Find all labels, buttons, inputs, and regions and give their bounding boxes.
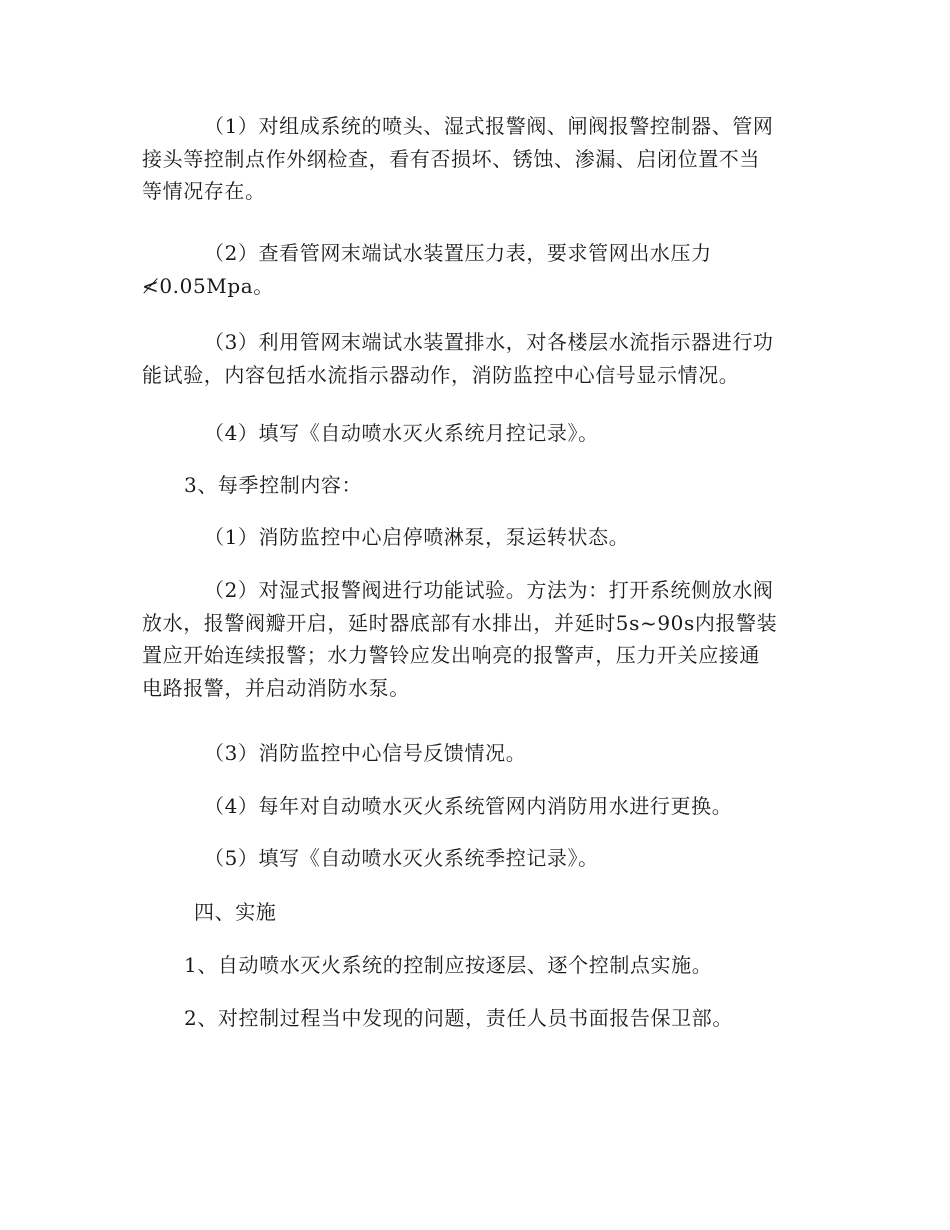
- text-line: ≮0.05Mpa。: [142, 273, 274, 298]
- text-line: 置应开始连续报警；水力警铃应发出响亮的报警声，压力开关应接通: [142, 643, 760, 667]
- text-line: （5）填写《自动喷水灭火系统季控记录》。: [204, 846, 599, 870]
- paragraph-quarterly-item-1: [142, 521, 802, 554]
- paragraph-monthly-item-4: [142, 417, 802, 450]
- text-line: 等情况存在。: [142, 179, 266, 203]
- text-line: （4）填写《自动喷水灭火系统月控记录》。: [204, 421, 599, 445]
- text-line: 能试验，内容包括水流指示器动作，消防监控中心信号显示情况。: [142, 362, 740, 387]
- text-line: （3）利用管网末端试水装置排水，对各楼层水流指示器进行功: [204, 330, 774, 354]
- text-line: （4）每年对自动喷水灭火系统管网内消防用水进行更换。: [204, 794, 733, 818]
- section-heading-implementation: [142, 896, 802, 929]
- text-line: （2）查看管网末端试水装置压力表，要求管网出水压力: [204, 241, 712, 265]
- text-line: 接头等控制点作外纲检查，看有否损坏、锈蚀、渗漏、启闭位置不当: [142, 146, 760, 171]
- paragraph-monthly-item-3: [142, 326, 802, 391]
- text-line: 四、实施: [194, 900, 277, 924]
- text-line: 电路报警，并启动消防水泵。: [142, 675, 410, 700]
- text-line: 2、对控制过程当中发现的问题，责任人员书面报告保卫部。: [184, 1006, 733, 1030]
- paragraph-quarterly-item-2: [142, 574, 802, 704]
- paragraph-quarterly-item-5: [142, 842, 802, 875]
- text-line: 1、自动喷水灭火系统的控制应按逐层、逐个控制点实施。: [184, 953, 713, 977]
- text-line: （3）消防监控中心信号反馈情况。: [204, 741, 527, 765]
- text-line: （1）对组成系统的喷头、湿式报警阀、闸阀报警控制器、管网: [204, 114, 774, 138]
- section-heading-quarterly: [142, 469, 802, 502]
- paragraph-quarterly-item-4: [142, 790, 802, 823]
- paragraph-monthly-item-2: [142, 237, 802, 302]
- paragraph-quarterly-item-3: [142, 737, 802, 770]
- paragraph-implementation-item-2: [142, 1002, 802, 1035]
- paragraph-monthly-item-1: [142, 110, 802, 208]
- paragraph-implementation-item-1: [142, 949, 802, 982]
- text-line: （2）对湿式报警阀进行功能试验。方法为：打开系统侧放水阀: [204, 578, 774, 602]
- text-line: （1）消防监控中心启停喷淋泵，泵运转状态。: [204, 525, 630, 549]
- text-line: 3、每季控制内容：: [184, 473, 363, 497]
- text-line: 放水，报警阀瓣开启，延时器底部有水排出，并延时5s~90s内报警装: [142, 610, 778, 635]
